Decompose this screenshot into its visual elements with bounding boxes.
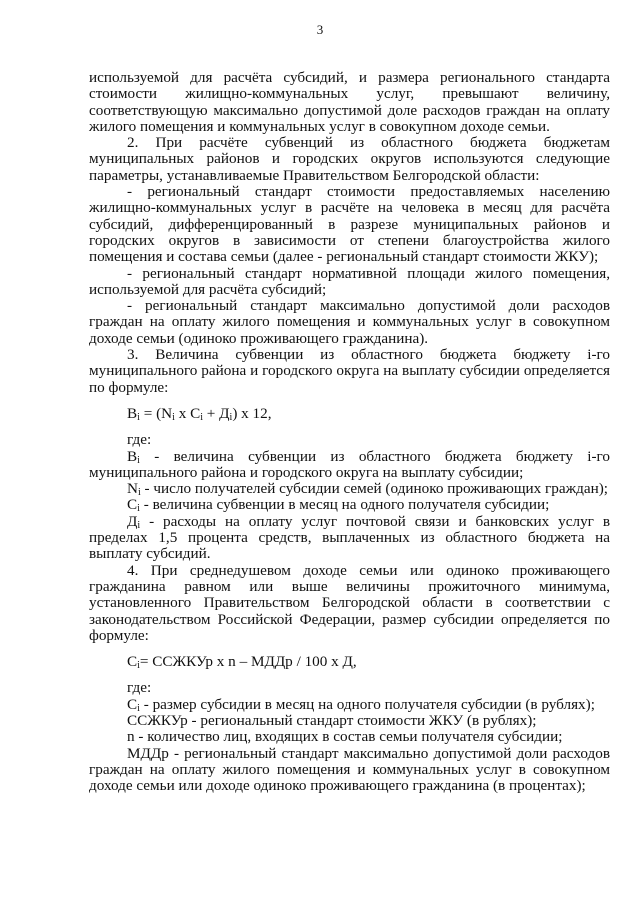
definition-text: - величина субвенции из областного бюджета бюджету i-го муниципального района и городского округа на выплату субсидии; [89, 447, 610, 481]
formula-part: ) x 12, [232, 404, 272, 422]
list-item-max-share-standard: - региональный стандарт максимально допустимой доли расходов граждан на оплату жилого помещения и коммунальных услуг в совокупном доходе семьи (одиноко проживающего гражданина). [89, 297, 610, 347]
definition-subscript: i [137, 503, 140, 515]
definition-n [89, 481, 610, 497]
definition-text: - число получателей субсидии семей (одиноко проживающих граждан); [140, 480, 608, 498]
where-label: где: [127, 679, 152, 697]
definition-symbol: B [127, 447, 138, 465]
definition-symbol: N [127, 480, 138, 498]
formula-subsidy [127, 654, 610, 670]
definition-d [89, 514, 610, 563]
formula-part: + Д [203, 404, 230, 422]
definition-subsidy-size [89, 697, 610, 713]
definition-symbol: Д [127, 512, 138, 530]
formula-part: = (N [139, 404, 173, 422]
definition-symbol: C [127, 496, 138, 514]
formula-subscript: i [172, 411, 175, 423]
list-item-housing-cost-standard: - региональный стандарт стоимости предоставляемых населению жилищно-коммунальных услуг в расчёте на человека в месяц для расчёта субсидий, дифференцированный в разрезе муниципальных районов и городских округов в зависимости от степени благоустройства жилого помещения и состава семьи (далее - региональный стандарт стоимости ЖКУ); [89, 183, 610, 266]
definition-sszhkur: ССЖКУр - региональный стандарт стоимости ЖКУ (в рублях); [127, 711, 537, 729]
paragraph-3: 3. Величина субвенции из областного бюджета бюджету i-го муниципального района и городского округа на выплату субсидии определяется по формуле: [89, 346, 610, 396]
formula-subscript: i [137, 660, 140, 672]
definition-subscript: i [137, 454, 140, 466]
formula-part: x C [174, 404, 201, 422]
definition-n-persons: n - количество лиц, входящих в состав семьи получателя субсидии; [127, 728, 563, 746]
where-label: где: [127, 431, 152, 449]
definition-mddr: МДДр - региональный стандарт максимально допустимой доли расходов граждан на оплату жилого помещения и коммунальных услуг в совокупном доходе семьи или доходе одиноко проживающего гражданина (в процентах); [89, 744, 610, 795]
formula-part: = ССЖКУр x n – МДДр / 100 x Д, [139, 653, 357, 671]
definition-subscript: i [137, 487, 141, 499]
formula-subscript: i [229, 411, 233, 423]
paragraph-2: 2. При расчёте субвенций из областного бюджета бюджетам муниципальных районов и городских округов используются следующие параметры, устанавливаемые Правительством Белгородской области: [89, 134, 610, 184]
formula-subvention [127, 406, 610, 422]
formula-symbol: C [127, 653, 138, 671]
definition-subscript: i [137, 519, 141, 531]
formula-symbol: B [127, 404, 138, 422]
list-item-area-standard: - региональный стандарт нормативной площади жилого помещения, используемой для расчёта субсидий; [89, 264, 610, 298]
definition-symbol: C [127, 695, 138, 713]
definition-text: - величина субвенции в месяц на одного получателя субсидии; [139, 496, 550, 514]
paragraph-continuation: используемой для расчёта субсидий, и размера регионального стандарта стоимости жилищно-коммунальных услуг, превышают величину, соответствующую максимально допустимой доле расходов граждан на оплату жилого помещения и коммунальных услуг в совокупном доходе семьи. [89, 69, 610, 135]
definition-c [89, 497, 610, 513]
definition-text: - размер субсидии в месяц на одного получателя субсидии (в рублях); [139, 695, 595, 713]
definition-subscript: i [137, 702, 140, 714]
page-number: 3 [316, 22, 324, 37]
formula-subscript: i [137, 411, 140, 423]
definition-text: - расходы на оплату услуг почтовой связи и банковских услуг в пределах 1,5 процента средств, выплаченных из областного бюджета на выплату субсидий. [89, 512, 610, 563]
document-body [89, 70, 610, 794]
definition-b [89, 449, 610, 482]
formula-subscript: i [200, 411, 203, 423]
paragraph-4: 4. При среднедушевом доходе семьи или одиноко проживающего гражданина равном или выше величины прожиточного минимума, установленного Правительством Белгородской области в соответствии с законодательством Российской Федерации, размер субсидии определяется по формуле: [89, 561, 610, 644]
